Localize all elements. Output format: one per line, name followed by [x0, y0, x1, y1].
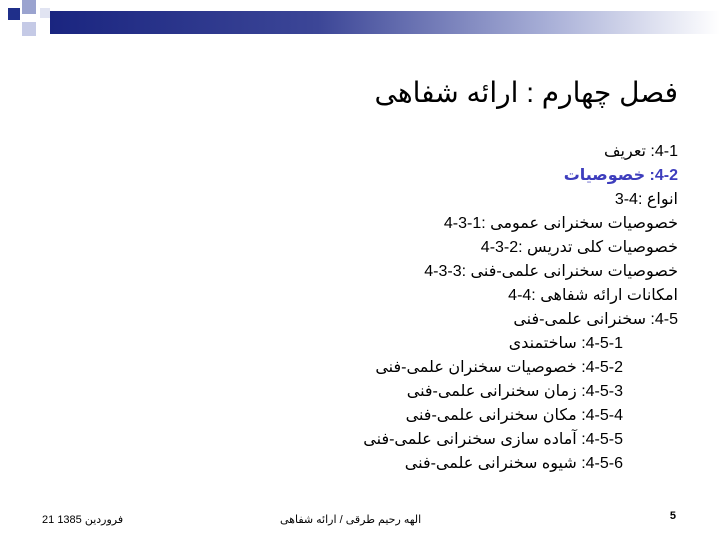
- slide-outline: [78, 140, 678, 476]
- footer-date: فروردین 1385 21: [42, 514, 124, 526]
- outline-item: 4-5-2: خصوصیات سخنران علمی-فنی: [375, 359, 623, 376]
- decor-square: [40, 8, 50, 18]
- outline-item: خصوصیات کلی تدریس :2-3-4: [480, 239, 678, 256]
- outline-item: 4-5-1: ساختمندی: [508, 335, 623, 352]
- outline-item: 4-5-4: مکان سخنرانی علمی-فنی: [405, 407, 623, 424]
- page-number: 5: [669, 510, 676, 522]
- outline-item: 4-2: خصوصیات: [563, 167, 678, 184]
- decor-square: [8, 8, 20, 20]
- outline-item: امکانات ارائه شفاهی :4-4: [508, 287, 678, 304]
- header-gradient-bar: [50, 11, 720, 34]
- outline-item: خصوصیات سخنرانی علمی-فنی :3-3-4: [424, 263, 678, 280]
- decor-square: [22, 22, 36, 36]
- outline-item: 4-5-6: شیوه سخنرانی علمی-فنی: [404, 455, 623, 472]
- outline-item: 4-1: تعریف: [603, 143, 678, 160]
- footer-author: الهه رحیم طرقی / ارائه شفاهی: [280, 514, 422, 526]
- outline-item: انواع :4-3: [614, 191, 678, 208]
- outline-item: 4-5-5: آماده سازی سخنرانی علمی-فنی: [363, 431, 623, 448]
- outline-item: 4-5: سخنرانی علمی-فنی: [513, 311, 678, 328]
- header-decoration: [0, 0, 720, 50]
- decor-square: [22, 0, 36, 14]
- outline-item: 4-5-3: زمان سخنرانی علمی-فنی: [406, 383, 623, 400]
- outline-item: خصوصیات سخنرانی عمومی :1-3-4: [443, 215, 678, 232]
- slide-title: فصل چهارم : ارائه شفاهی: [374, 77, 678, 108]
